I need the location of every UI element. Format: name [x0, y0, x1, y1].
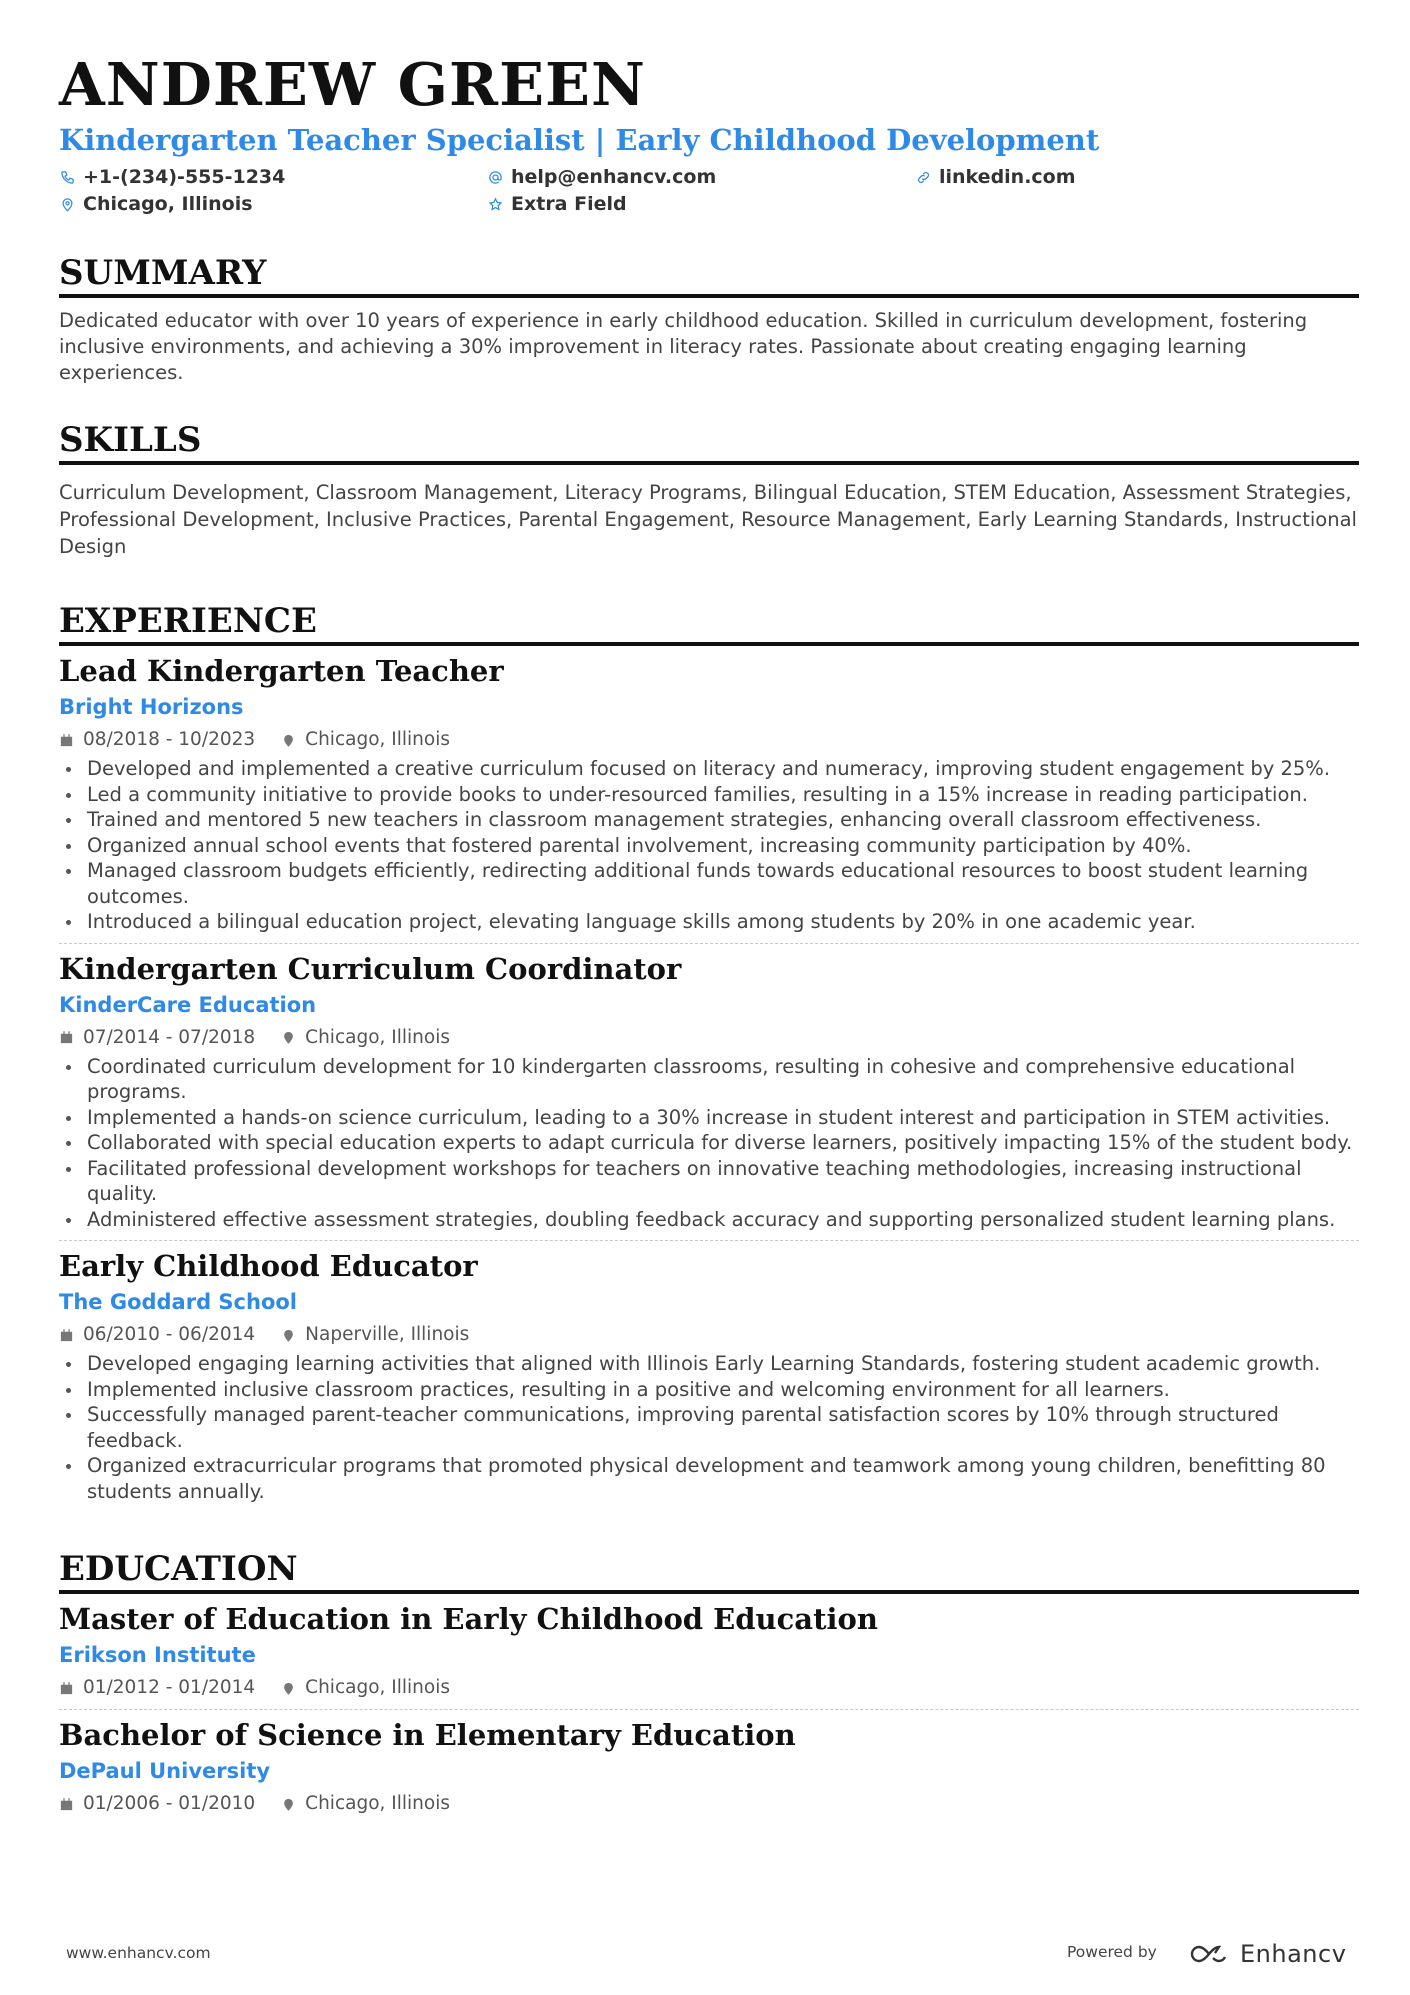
- map-pin-icon: [281, 1328, 296, 1343]
- job-bullet: Collaborated with special education experts to adapt curricula for diverse learners, positively impacting 15% of the student body.: [87, 1130, 1359, 1156]
- job-location: [281, 727, 450, 753]
- experience-title: EXPERIENCE: [59, 600, 1359, 646]
- calendar-icon: [59, 733, 74, 748]
- star-icon: [488, 197, 503, 212]
- education-section: [59, 1548, 1359, 1825]
- degree-title: Bachelor of Science in Elementary Education: [59, 1718, 796, 1752]
- map-pin-icon: [60, 197, 75, 212]
- job-dates-text: 07/2014 - 07/2018: [83, 1026, 256, 1048]
- map-pin-icon: [281, 1681, 296, 1696]
- education-location-text: Chicago, Illinois: [305, 1677, 450, 1698]
- job-bullets: [59, 1054, 1359, 1233]
- education-location: [281, 1675, 450, 1701]
- location-text: Chicago, Illinois: [83, 193, 253, 215]
- contact-info: [59, 164, 1359, 222]
- education-title: EDUCATION: [59, 1548, 1359, 1594]
- company-name: The Goddard School: [59, 1290, 298, 1314]
- email-text: help@enhancv.com: [511, 166, 717, 188]
- extra-text: Extra Field: [511, 193, 627, 215]
- candidate-headline: Kindergarten Teacher Specialist | Early Childhood Development: [59, 123, 1100, 157]
- summary-section: [59, 252, 1359, 386]
- job-bullet: Implemented a hands-on science curriculum, leading to a 30% increase in student interest and participation in STEM activities.: [87, 1105, 1359, 1131]
- job-bullet: Trained and mentored 5 new teachers in classroom management strategies, enhancing overall classroom effectiveness.: [87, 807, 1359, 833]
- job-bullet: Developed engaging learning activities that aligned with Illinois Early Learning Standards, fostering student academic growth.: [87, 1351, 1359, 1377]
- calendar-icon: [59, 1681, 74, 1696]
- job-dates: [59, 727, 255, 753]
- job-dates: [59, 1322, 255, 1348]
- company-name: Bright Horizons: [59, 695, 244, 719]
- skills-section: [59, 419, 1359, 560]
- job-title: Kindergarten Curriculum Coordinator: [59, 951, 682, 986]
- job-dates-text: 08/2018 - 10/2023: [83, 729, 256, 750]
- enhancv-logo[interactable]: [1186, 1940, 1346, 1968]
- job-location: [281, 1322, 469, 1348]
- contact-location: [60, 191, 253, 217]
- job-meta: [59, 1322, 1359, 1348]
- experience-entry: [59, 1241, 1359, 1512]
- education-meta: [59, 1791, 1359, 1817]
- phone-icon: [60, 170, 75, 185]
- enhancv-brand-text: Enhancv: [1240, 1940, 1347, 1968]
- link-icon: [916, 170, 931, 185]
- at-icon: [488, 170, 503, 185]
- calendar-icon: [59, 1797, 74, 1812]
- contact-email[interactable]: [488, 164, 716, 190]
- skills-text: Curriculum Development, Classroom Management, Literacy Programs, Bilingual Education, STEM Education, Assessment Strategies, Professional Development, Inclusive Practices, Parental Engagement, Resource Management, Early Learning Standards, Instructional Design: [59, 481, 1357, 558]
- job-location-text: Naperville, Illinois: [305, 1324, 470, 1345]
- job-bullet: Introduced a bilingual education project, elevating language skills among students by 20% in one academic year.: [87, 909, 1359, 935]
- school-name: Erikson Institute: [59, 1643, 256, 1667]
- job-bullet: Led a community initiative to provide books to under-resourced families, resulting in a 15% increase in reading participation.: [87, 782, 1359, 808]
- experience-entry: [59, 944, 1359, 1242]
- job-meta: [59, 1025, 1359, 1051]
- job-bullet: Implemented inclusive classroom practices, resulting in a positive and welcoming environment for all learners.: [87, 1377, 1359, 1403]
- resume-page: [59, 50, 1359, 1825]
- summary-text: Dedicated educator with over 10 years of experience in early childhood education. Skilled in curriculum development, fostering inclusive environments, and achieving a 30% improvement in literacy rates. Passionate about creating engaging learning experiences.: [59, 309, 1308, 384]
- experience-entry: [59, 646, 1359, 944]
- experience-section: [59, 600, 1359, 1512]
- job-bullet: Managed classroom budgets efficiently, redirecting additional funds towards educational resources to boost student learning outcomes.: [87, 858, 1359, 909]
- enhancv-infinity-icon: [1186, 1942, 1232, 1966]
- contact-extra: [488, 191, 627, 217]
- summary-title: SUMMARY: [59, 252, 1359, 298]
- job-meta: [59, 727, 1359, 753]
- education-dates: [59, 1791, 255, 1817]
- linkedin-text: linkedin.com: [939, 166, 1076, 188]
- job-bullet: Administered effective assessment strategies, doubling feedback accuracy and supporting personalized student learning plans.: [87, 1207, 1359, 1233]
- degree-title: Master of Education in Early Childhood Education: [59, 1602, 878, 1636]
- job-bullets: [59, 1351, 1359, 1504]
- map-pin-icon: [281, 1030, 296, 1045]
- education-meta: [59, 1675, 1359, 1701]
- map-pin-icon: [281, 1797, 296, 1812]
- candidate-name: ANDREW GREEN: [59, 50, 646, 119]
- job-bullet: Successfully managed parent-teacher communications, improving parental satisfaction scores by 10% through structured feedback.: [87, 1402, 1359, 1453]
- education-dates: [59, 1675, 255, 1701]
- education-dates-text: 01/2012 - 01/2014: [83, 1677, 256, 1698]
- school-name: DePaul University: [59, 1759, 271, 1783]
- job-bullets: [59, 756, 1359, 935]
- calendar-icon: [59, 1328, 74, 1343]
- footer-site-link[interactable]: www.enhancv.com: [66, 1944, 211, 1962]
- phone-text: +1-(234)-555-1234: [83, 166, 286, 188]
- job-dates-text: 06/2010 - 06/2014: [83, 1324, 256, 1345]
- footer-powered-by: Powered by: [1067, 1943, 1157, 1961]
- job-bullet: Organized extracurricular programs that promoted physical development and teamwork among young children, benefitting 80 students annually.: [87, 1453, 1359, 1504]
- job-dates: [59, 1025, 255, 1051]
- job-location-text: Chicago, Illinois: [305, 1026, 450, 1048]
- calendar-icon: [59, 1030, 74, 1045]
- job-bullet: Developed and implemented a creative curriculum focused on literacy and numeracy, improving student engagement by 25%.: [87, 756, 1359, 782]
- job-bullet: Coordinated curriculum development for 10 kindergarten classrooms, resulting in cohesive and comprehensive educational programs.: [87, 1054, 1359, 1105]
- education-location: [281, 1791, 450, 1817]
- contact-phone: [60, 164, 285, 190]
- job-location: [281, 1025, 450, 1051]
- education-entry: [59, 1594, 1359, 1710]
- job-bullet: Organized annual school events that fostered parental involvement, increasing community participation by 40%.: [87, 833, 1359, 859]
- page-footer: [0, 1940, 1410, 1970]
- skills-title: SKILLS: [59, 419, 1359, 465]
- job-title: Lead Kindergarten Teacher: [59, 654, 504, 688]
- company-name: KinderCare Education: [59, 992, 317, 1017]
- education-location-text: Chicago, Illinois: [305, 1793, 450, 1814]
- job-title: Early Childhood Educator: [59, 1249, 478, 1283]
- map-pin-icon: [281, 733, 296, 748]
- education-dates-text: 01/2006 - 01/2010: [83, 1793, 256, 1814]
- job-bullet: Facilitated professional development workshops for teachers on innovative teaching methodologies, increasing instructional quality.: [87, 1156, 1359, 1207]
- contact-linkedin[interactable]: [916, 164, 1076, 190]
- education-entry: [59, 1710, 1359, 1825]
- job-location-text: Chicago, Illinois: [305, 729, 450, 750]
